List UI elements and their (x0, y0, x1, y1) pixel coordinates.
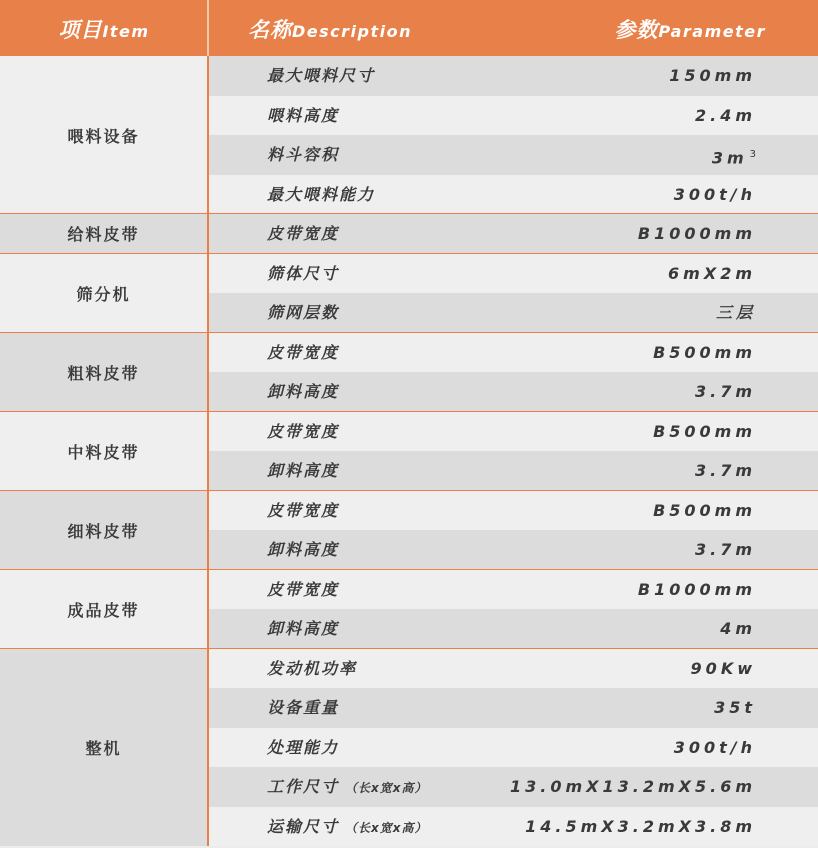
table-row (209, 135, 818, 175)
row-name-note: （长x宽x高） (345, 820, 428, 835)
table-row (209, 175, 818, 215)
table-row (209, 333, 818, 373)
table-row (209, 491, 818, 531)
header-description (248, 0, 412, 56)
header-param-cn: 参数 (614, 18, 659, 42)
row-name (267, 570, 339, 610)
table-row (209, 530, 818, 570)
item-cell: 喂料设备 (0, 56, 207, 214)
row-name (267, 451, 339, 491)
row-value (668, 254, 756, 294)
row-name-text: 卸料高度 (267, 619, 340, 638)
row-name (267, 333, 339, 373)
row-name (267, 293, 339, 333)
row-name-text: 卸料高度 (267, 382, 340, 401)
header-desc-en: Description (292, 22, 412, 41)
row-name (267, 56, 375, 96)
item-cell: 筛分机 (0, 254, 207, 333)
row-value (669, 56, 756, 96)
item-cell: 细料皮带 (0, 491, 207, 570)
table-row (209, 293, 818, 333)
row-name-text: 最大喂料尺寸 (267, 66, 376, 85)
row-name (267, 767, 428, 808)
header-desc-cn: 名称 (248, 18, 292, 42)
row-name (267, 372, 339, 412)
row-name-text: 料斗容积 (267, 145, 340, 164)
table-group (0, 333, 818, 412)
table-row (209, 412, 818, 452)
row-value-text: 三层 (715, 303, 756, 322)
table-row (209, 649, 818, 689)
row-value (716, 293, 756, 333)
row-name (267, 175, 375, 215)
table-row (209, 767, 818, 807)
row-value-text: B500mm (653, 500, 756, 520)
header-param-en: Parameter (658, 22, 766, 41)
table-row (209, 570, 818, 610)
row-value-text: 90Kw (690, 658, 756, 678)
row-name-text: 工作尺寸 (267, 777, 340, 796)
header-parameter (614, 0, 766, 56)
row-value-text: 4m (720, 619, 756, 638)
item-cell: 整机 (0, 649, 207, 847)
header-divider (207, 0, 209, 56)
table-row (209, 372, 818, 412)
row-value-text: 150mm (669, 66, 756, 85)
row-value (695, 451, 756, 491)
row-value (714, 688, 756, 728)
row-name (267, 728, 339, 768)
value-superscript: 3 (749, 149, 756, 160)
row-value (638, 570, 756, 610)
row-value (691, 649, 756, 689)
row-name-text: 发动机功率 (267, 658, 358, 678)
row-value-text: 3.7m (694, 540, 756, 559)
table-group (0, 254, 818, 333)
table-row (209, 56, 818, 96)
row-value-text: 3.7m (694, 461, 756, 480)
row-name (267, 649, 357, 689)
row-name (267, 807, 428, 848)
row-name-text: 筛网层数 (267, 303, 340, 322)
row-name-text: 卸料高度 (267, 461, 340, 480)
row-name-text: 筛体尺寸 (267, 263, 340, 283)
row-name-text: 皮带宽度 (267, 579, 340, 599)
row-name (267, 688, 339, 728)
row-value-text: 35t (714, 698, 756, 717)
table-row (209, 728, 818, 768)
table-group (0, 491, 818, 570)
row-value-text: 6mX2m (668, 263, 756, 283)
row-value (720, 609, 756, 649)
row-value-text: 2.4m (694, 105, 756, 125)
header-item-cn: 项目 (58, 18, 103, 42)
row-value (674, 175, 756, 215)
item-cell: 给料皮带 (0, 214, 207, 254)
row-value-text: B500mm (653, 342, 756, 362)
item-cell: 中料皮带 (0, 412, 207, 491)
row-name-text: 皮带宽度 (267, 500, 340, 520)
row-name (267, 609, 339, 649)
row-value-text: B1000mm (637, 579, 756, 599)
row-name (267, 412, 339, 452)
row-name-text: 皮带宽度 (267, 421, 340, 441)
table-group (0, 214, 818, 254)
row-value (638, 214, 756, 254)
row-value-text: B1000mm (637, 224, 756, 243)
item-cell: 粗料皮带 (0, 333, 207, 412)
table-row (209, 254, 818, 294)
row-value (674, 728, 756, 768)
row-name (267, 135, 339, 175)
row-value (695, 530, 756, 570)
row-name-text: 卸料高度 (267, 540, 340, 559)
table-group (0, 412, 818, 491)
item-cell: 成品皮带 (0, 570, 207, 649)
row-name (267, 214, 339, 254)
row-value-text: 3m (711, 148, 748, 168)
table-row (209, 688, 818, 728)
table-group (0, 56, 818, 214)
row-name (267, 491, 339, 531)
row-value (695, 372, 756, 412)
row-value-text: 14.5mX3.2mX3.8m (525, 816, 756, 836)
row-name-text: 处理能力 (267, 737, 340, 757)
header-item-en: Item (102, 22, 150, 41)
row-value-text: B500mm (653, 421, 756, 441)
row-value-text: 300t/h (673, 184, 756, 204)
table-row (209, 609, 818, 649)
row-value (653, 412, 756, 452)
row-name (267, 96, 339, 136)
row-name-note: （长x宽x高） (345, 781, 428, 795)
row-value (510, 767, 756, 807)
table-row (209, 96, 818, 136)
row-name (267, 530, 339, 570)
row-name-text: 运输尺寸 (267, 816, 340, 836)
row-value (525, 807, 756, 847)
table-group (0, 570, 818, 649)
row-name-text: 设备重量 (267, 698, 340, 717)
table-row (209, 214, 818, 254)
table-group (0, 649, 818, 847)
header-item (0, 0, 208, 56)
table-row (209, 807, 818, 847)
row-name-text: 喂料高度 (267, 105, 340, 125)
row-value-text: 3.7m (694, 382, 756, 401)
row-name-text: 皮带宽度 (267, 342, 340, 362)
row-value (653, 491, 756, 531)
row-value-text: 13.0mX13.2mX5.6m (510, 777, 756, 796)
table-header (0, 0, 818, 56)
row-name (267, 254, 339, 294)
row-value (695, 96, 756, 136)
row-name-text: 最大喂料能力 (267, 184, 376, 204)
row-name-text: 皮带宽度 (267, 224, 340, 243)
row-value-text: 300t/h (673, 737, 756, 757)
row-value (712, 135, 756, 178)
row-value (653, 333, 756, 373)
table-row (209, 451, 818, 491)
